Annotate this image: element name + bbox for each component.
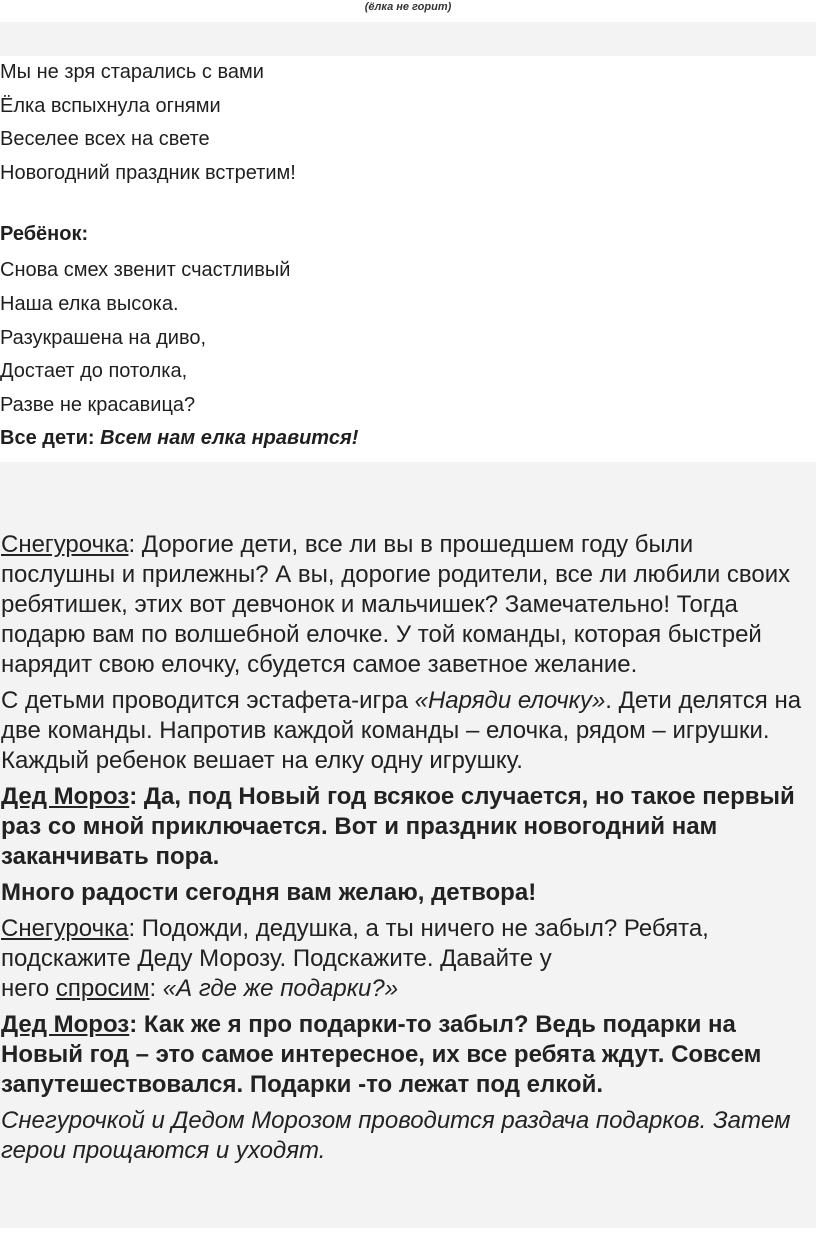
snegurochka-paragraph-1 <box>1 530 813 680</box>
all-kids-line <box>0 422 816 456</box>
snegurochka-speech: : Подожди, дедушка, а ты ничего не забыл? Ребята, подскажите Деду Морозу. Подскажите. Давайте у <box>1 915 709 972</box>
poem-line: Разве не красавица? <box>0 393 196 416</box>
poem-line: Новогодний праздник встретим! <box>0 161 296 184</box>
script-block <box>1 530 813 1172</box>
snegurochka-paragraph-2 <box>1 914 813 1004</box>
relay-paragraph <box>1 686 813 776</box>
poem-line: Наша елка высока. <box>0 292 179 315</box>
poem-block <box>0 56 816 456</box>
final-stage-direction: Снегурочкой и Дедом Морозом проводится раздача подарков. Затем герои прощаются и уходят. <box>1 1107 791 1164</box>
ask-word: спросим <box>55 975 150 1002</box>
all-kids-label: Все дети: <box>0 427 95 450</box>
stage-direction-top: (ёлка не горит) <box>364 1 452 13</box>
poem-line: Снова смех звенит счастливый <box>0 259 291 282</box>
question-text: «А где же подарки?» <box>162 975 399 1002</box>
stanza-gap <box>0 190 816 214</box>
poem-line: Разукрашена на диво, <box>0 326 207 349</box>
relay-text-start: С детьми проводится эстафета-игра <box>1 687 415 714</box>
snegurochka-speech: : Дорогие дети, все ли вы в прошедшем году были послушны и прилежны? А вы, дорогие родители, все ли любили своих ребятишек, этих вот девчонок и мальчишек? Замечательно! Тогда подарю вам по волшебной елочке. У той команды, которая быстрей нарядит свою елочку, сбудется самое заветное желание. <box>1 531 791 678</box>
poem-line: Мы не зря старались с вами <box>0 61 264 83</box>
speaker-ded-moroz: Дед Мороз <box>1 1011 130 1038</box>
shaded-band-top <box>0 22 816 56</box>
poem-line: Веселее всех на свете <box>0 128 210 151</box>
poem-line: Достает до потолка, <box>0 360 188 383</box>
ded-moroz-speech: : Да, под Новый год всякое случается, но такое первый раз со мной приключается. Вот и праздник новогодний нам заканчивать пора. <box>1 783 795 870</box>
relay-text-end: . Дети делятся на две команды. Напротив каждой команды – елочка, рядом – игрушки. Каждый ребенок вешает на елку одну игрушку. <box>1 687 802 774</box>
relay-game-name: «Наряди елочку» <box>414 687 606 714</box>
speaker-snegurochka: Снегурочка <box>1 531 129 558</box>
snegurochka-speech-cont: него <box>1 975 56 1002</box>
ded-moroz-paragraph-1 <box>1 782 813 872</box>
ded-moroz-paragraph-2 <box>1 1010 813 1100</box>
speaker-ded-moroz: Дед Мороз <box>1 783 130 810</box>
speaker-snegurochka: Снегурочка <box>1 915 129 942</box>
colon: : <box>149 975 163 1002</box>
wish-line: Много радости сегодня вам желаю, детвора! <box>1 879 537 906</box>
poem-line: Ёлка вспыхнула огнями <box>0 94 221 117</box>
speaker-child-label: Ребёнок: <box>0 223 89 246</box>
ded-moroz-speech: : Как же я про подарки-то забыл? Ведь подарки на Новый год – это самое интересное, их все ребята ждут. Совсем запутешествовался. Подарки -то лежат под елкой. <box>1 1011 762 1098</box>
all-kids-text: Всем нам елка нравится! <box>100 427 359 450</box>
